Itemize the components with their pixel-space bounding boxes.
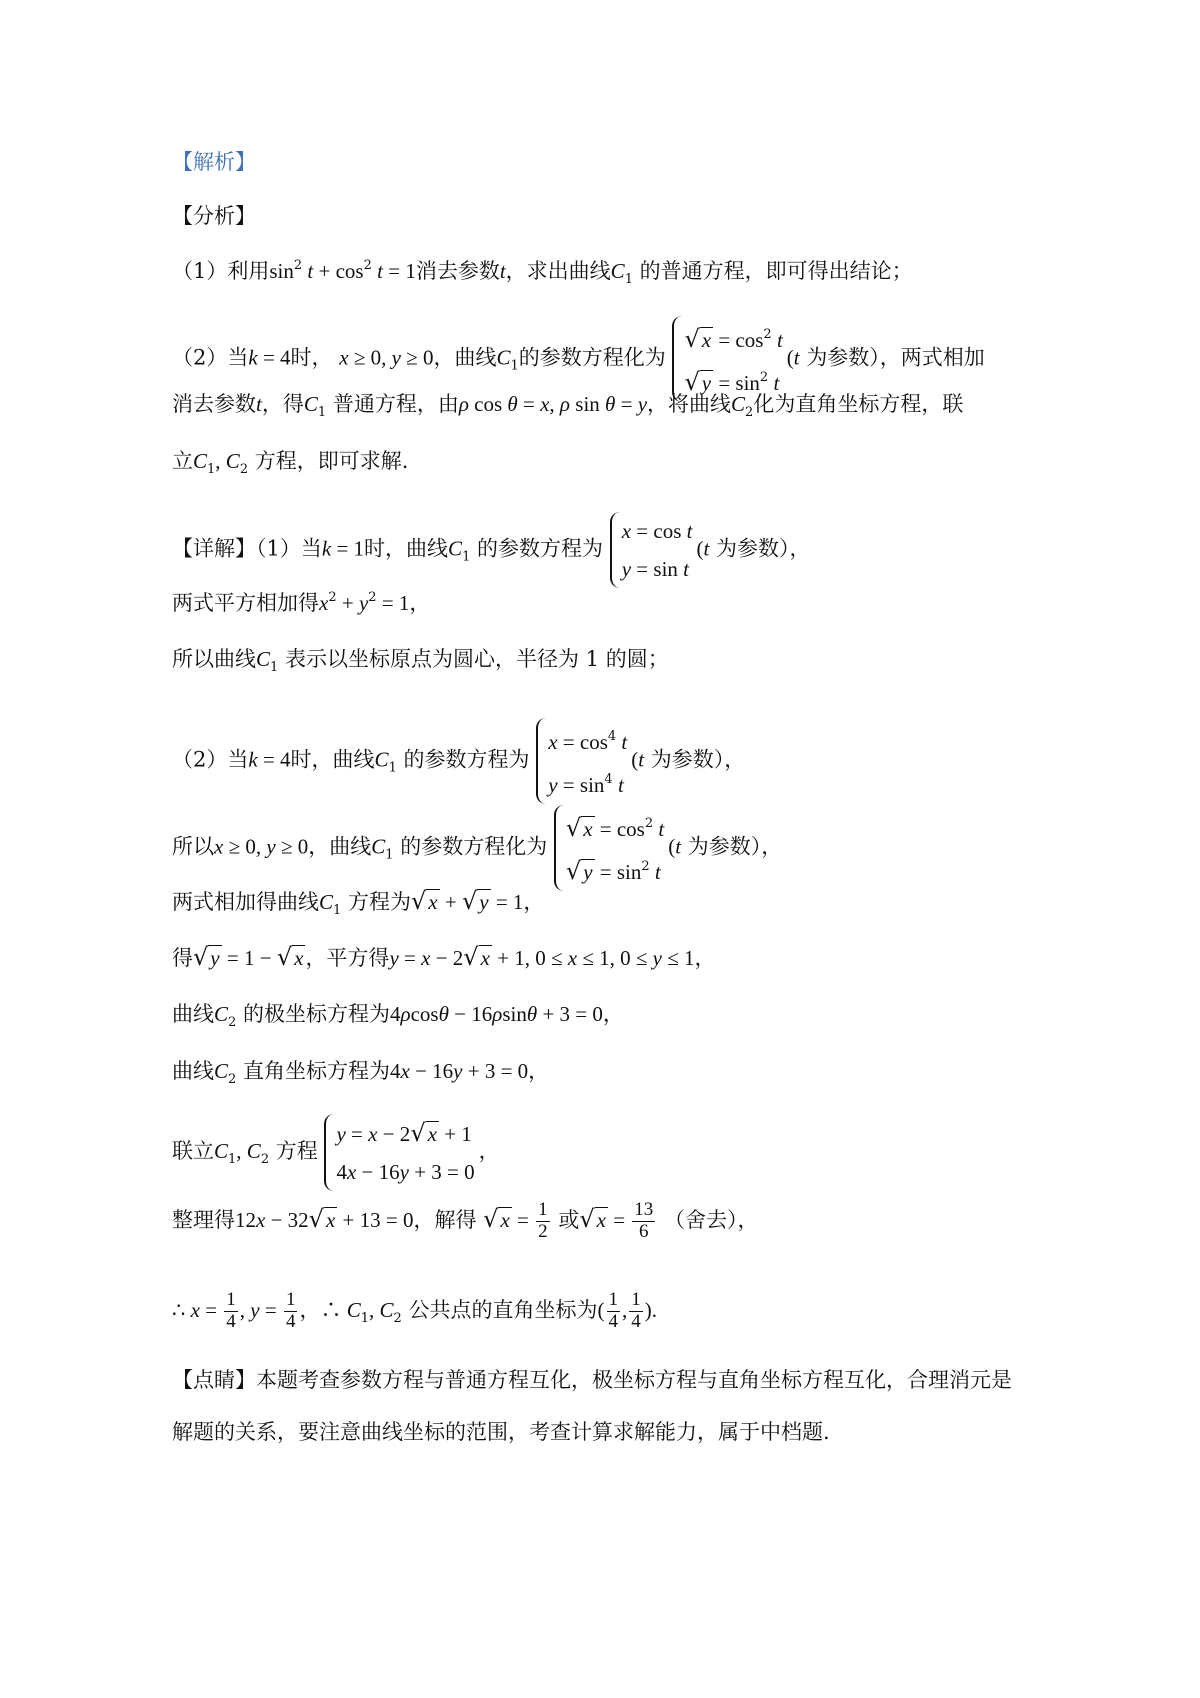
section-label-jiexi: 【解析】 — [172, 150, 256, 174]
detail-line-11: 整理得12x − 32√x + 13 = 0，解得 √x = $\frac{1}{2}$ 或√x = $\frac{13}{6}$ （舍去）， — [172, 1199, 759, 1242]
detail-line-8: 曲线$C_2$ 的极坐标方程为4ρcosθ − 16ρsinθ + 3 = 0， — [172, 1002, 624, 1030]
summary-line-2: 解题的关系，要注意曲线坐标的范围，考查计算求解能力，属于中档题. — [172, 1420, 830, 1444]
detail-line-3: 所以曲线$C_1$ 表示以坐标原点为圆心，半径为 1 的圆； — [172, 647, 669, 675]
detail-line-10: 联立$C_1$, $C_2$ 方程 y = x − 2√x + 1 4x − 16y + 3 = 0 ， — [172, 1114, 500, 1191]
detail-line-4: （2）当k = 4时，曲线$C_1$ 的参数方程为 $x = \cos^4 t$ $y = \sin^4 t$ (t 为参数）， — [172, 718, 745, 804]
system-circle: x = cos t y = sin t — [610, 512, 697, 588]
detail-line-6: 两式相加得曲线$C_1$ 方程为√x + √y = 1， — [172, 887, 545, 918]
section-label-xiangjie: 【详解】 — [172, 536, 256, 561]
analysis-line-1: （1）利用$\sin^2 t + \cos^2 t = 1$消去参数t，求出曲线$C_1$ 的普通方程，即可得出结论； — [172, 258, 913, 287]
detail-line-7: 得√y = 1 − √x，平方得y = x − 2√x + 1, 0 ≤ x ≤ 1, 0 ≤ y ≤ 1， — [172, 943, 716, 971]
summary-line-1: 【点睛】本题考查参数方程与普通方程互化，极坐标方程与直角坐标方程互化，合理消元是 — [172, 1368, 1012, 1392]
detail-line-1: 【详解】（1）当k = 1时，曲线$C_1$ 的参数方程为 x = cos t y = sin t (t 为参数）， — [172, 512, 811, 588]
detail-line-5: 所以x ≥ 0, y ≥ 0，曲线$C_1$ 的参数方程化为 $√x = \cos^2 t$ $√y = \sin^2 t$ (t 为参数）， — [172, 805, 782, 891]
detail-line-12: ∴ x = $\frac{1}{4}$ , y = $\frac{1}{4}$ ，∴ $C_1$, $C_2$ 公共点的直角坐标为( $\frac{1}{4}$ , $\frac{1}{4}$ ). — [172, 1289, 657, 1332]
system-sqrt-1: $√x = \cos^2 t$ $√y = \sin^2 t$ — [672, 316, 786, 402]
analysis-line-3: 消去参数t，得$C_1$ 普通方程，由ρ cos θ = x, ρ sin θ = y，将曲线$C_2$化为直角坐标方程，联 — [172, 392, 964, 420]
system-sqrt-2: $√x = \cos^2 t$ $√y = \sin^2 t$ — [554, 805, 668, 891]
detail-line-9: 曲线$C_2$ 直角坐标方程为4x − 16y + 3 = 0， — [172, 1059, 550, 1087]
analysis-line-4: 立$C_1$, $C_2$ 方程，即可求解. — [172, 449, 409, 477]
system-cos4: $x = \cos^4 t$ $y = \sin^4 t$ — [536, 718, 631, 804]
system-intersect: y = x − 2√x + 1 4x − 16y + 3 = 0 — [324, 1114, 478, 1191]
analysis-line-2: （2）当k = 4时， x ≥ 0, y ≥ 0，曲线$C_1$的参数方程化为 $√x = \cos^2 t$ $√y = \sin^2 t$ (t 为参数），两式相加 — [172, 316, 985, 402]
section-label-dianjing: 【点睛】 — [172, 1368, 256, 1392]
section-label-fenxi: 【分析】 — [172, 204, 256, 228]
detail-line-2: 两式平方相加得$x^2 + y^2 = 1$， — [172, 590, 431, 615]
